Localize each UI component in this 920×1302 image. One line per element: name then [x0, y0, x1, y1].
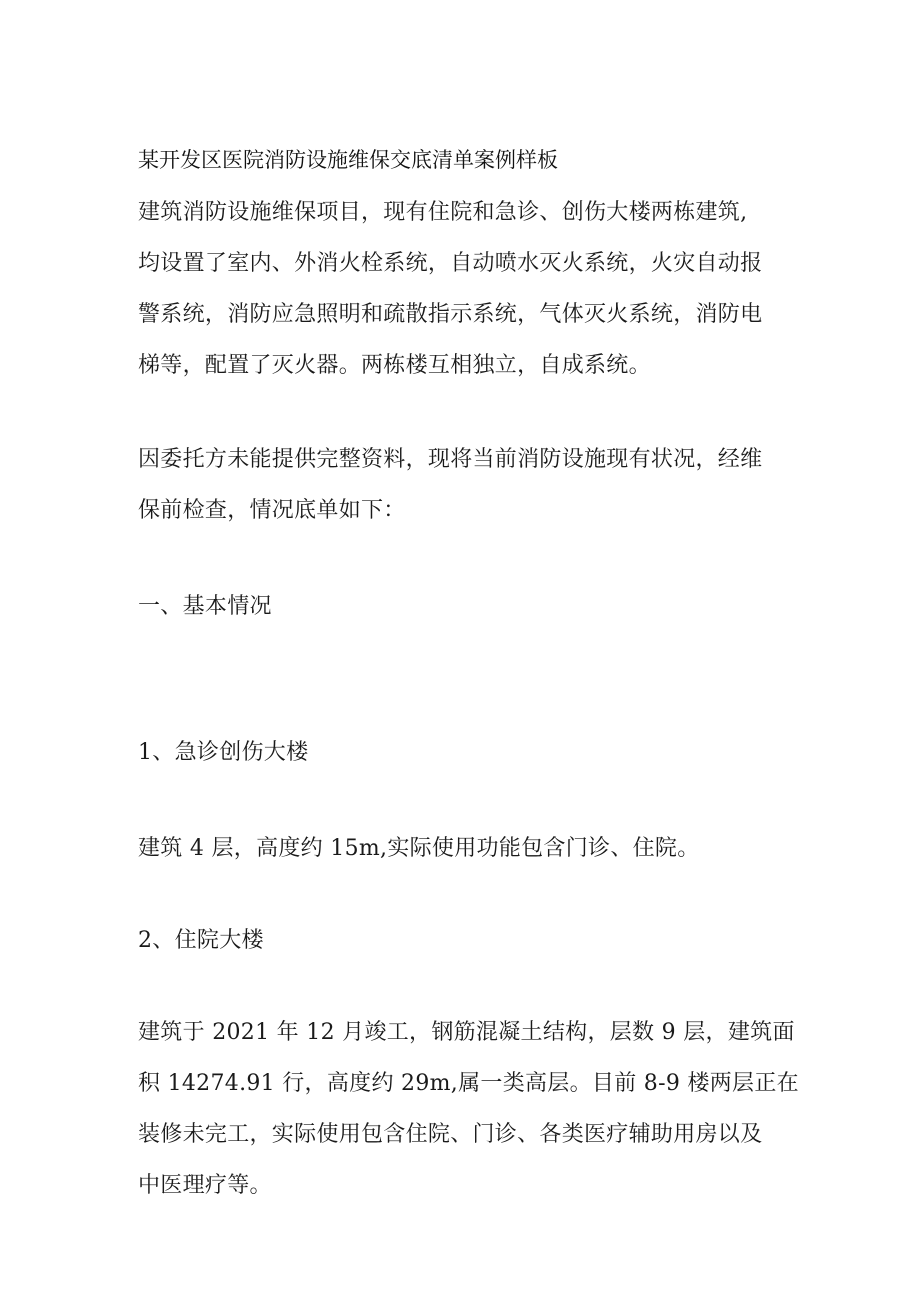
section-heading-basic-info: [138, 581, 788, 632]
notice-line: 因委托方未能提供完整资料，现将当前消防设施现有状况，经维: [138, 447, 763, 472]
building-1-heading: [138, 727, 788, 778]
building-2-heading: [138, 915, 788, 966]
intro-line: 均设置了室内、外消火栓系统，自动喷水灭火系统，火灾自动报: [138, 251, 763, 276]
intro-line: 建筑消防设施维保项目，现有住院和急诊、创伤大楼两栋建筑,: [138, 200, 748, 225]
building-description-line: 建筑 4 层，高度约 15m,实际使用功能包含门诊、住院。: [138, 836, 700, 861]
building-description-line: 装修未完工，实际使用包含住院、门诊、各类医疗辅助用房以及: [138, 1122, 763, 1147]
spacer: [138, 874, 788, 915]
intro-paragraph: [138, 187, 788, 391]
notice-paragraph: [138, 434, 788, 536]
spacer: [138, 778, 788, 823]
section-heading-text: 一、基本情况: [138, 594, 272, 619]
building-description-line: 积 14274.91 行，高度约 29m,属一类高层。目前 8-9 楼两层正在: [138, 1071, 799, 1096]
intro-line: 梯等，配置了灭火器。两栋楼互相独立，自成系统。: [138, 353, 651, 378]
document-body: [138, 140, 799, 1211]
building-heading-text: 1、急诊创伤大楼: [138, 740, 309, 765]
notice-line: 保前检查，情况底单如下：: [138, 498, 406, 523]
building-description-line: 建筑于 2021 年 12 月竣工，钢筋混凝土结构，层数 9 层，建筑面: [138, 1020, 795, 1045]
building-description-line: 中医理疗等。: [138, 1173, 272, 1198]
spacer: [138, 966, 788, 1007]
intro-line: 警系统，消防应急照明和疏散指示系统，气体灭火系统，消防电: [138, 302, 763, 327]
spacer: [138, 632, 788, 727]
building-2-description: [138, 1007, 799, 1211]
building-heading-text: 2、住院大楼: [138, 928, 264, 953]
building-1-description: [138, 823, 788, 874]
document-title: 某开发区医院消防设施维保交底清单案例样板: [138, 148, 558, 172]
spacer: [138, 391, 788, 434]
spacer: [138, 536, 788, 581]
